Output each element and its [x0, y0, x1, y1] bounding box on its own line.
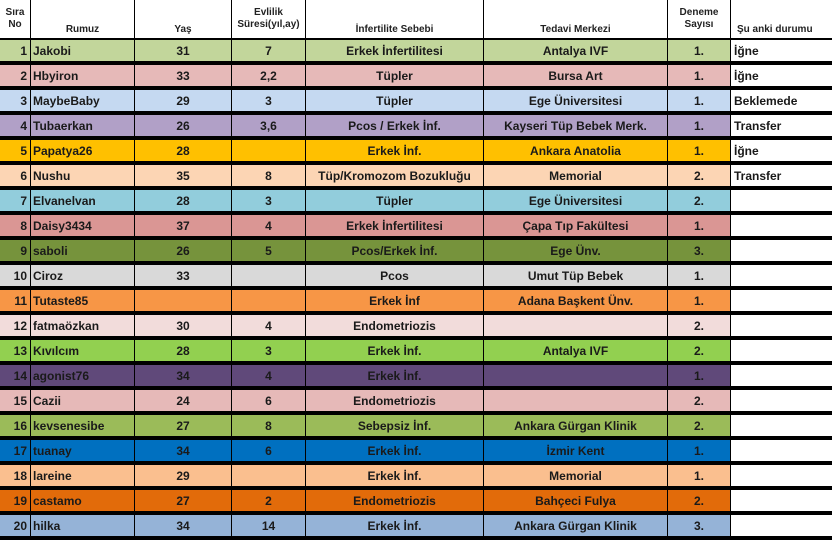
cell-nick: Daisy3434 — [31, 215, 134, 236]
cell-nick: castamo — [31, 490, 134, 511]
cell-state — [731, 190, 832, 211]
cell-center: Ankara Gürgan Klinik — [484, 415, 667, 436]
table-row — [0, 440, 832, 461]
cell-reason: Erkek İnf. — [306, 515, 483, 536]
cell-nick: Hbyiron — [31, 65, 134, 86]
table-row — [0, 215, 832, 236]
cell-reason: Pcos — [306, 265, 483, 286]
cell-age: 26 — [135, 240, 231, 261]
cell-age: 34 — [135, 365, 231, 386]
cell-center — [484, 315, 667, 336]
header-no — [0, 0, 30, 38]
cell-tries: 2. — [668, 490, 730, 511]
table-row — [0, 265, 832, 286]
cell-nick: saboli — [31, 240, 134, 261]
table-row — [0, 465, 832, 486]
cell-duration — [232, 265, 305, 286]
cell-center: Bahçeci Fulya — [484, 490, 667, 511]
cell-center: Ankara Gürgan Klinik — [484, 515, 667, 536]
cell-duration: 4 — [232, 215, 305, 236]
cell-no: 2 — [0, 65, 30, 86]
cell-tries: 2. — [668, 415, 730, 436]
cell-reason: Endometriozis — [306, 315, 483, 336]
cell-tries: 2. — [668, 390, 730, 411]
cell-duration: 4 — [232, 315, 305, 336]
cell-age: 24 — [135, 390, 231, 411]
table-row — [0, 365, 832, 386]
cell-duration: 2 — [232, 490, 305, 511]
header-center: Tedavi Merkezi — [484, 0, 667, 38]
cell-center: Bursa Art — [484, 65, 667, 86]
header-nick: Rumuz — [31, 0, 134, 38]
cell-state — [731, 315, 832, 336]
cell-center: Ankara Anatolia — [484, 140, 667, 161]
cell-duration: 8 — [232, 415, 305, 436]
cell-duration — [232, 140, 305, 161]
cell-center: Antalya IVF — [484, 40, 667, 61]
cell-age: 26 — [135, 115, 231, 136]
header-tries — [668, 0, 730, 38]
cell-center: Ege Ünv. — [484, 240, 667, 261]
cell-state — [731, 215, 832, 236]
cell-nick: Elvanelvan — [31, 190, 134, 211]
cell-nick: tuanay — [31, 440, 134, 461]
cell-duration: 5 — [232, 240, 305, 261]
cell-state: İğne — [731, 140, 832, 161]
cell-center: Adana Başkent Ünv. — [484, 290, 667, 311]
cell-age: 29 — [135, 90, 231, 111]
table-row — [0, 515, 832, 536]
header-tries-line1: Deneme — [679, 7, 719, 18]
cell-reason: Pcos/Erkek İnf. — [306, 240, 483, 261]
cell-reason: Pcos / Erkek İnf. — [306, 115, 483, 136]
cell-age: 31 — [135, 40, 231, 61]
cell-center: Çapa Tıp Fakültesi — [484, 215, 667, 236]
table-row — [0, 415, 832, 436]
table-row — [0, 65, 832, 86]
cell-center: Ege Üniversitesi — [484, 90, 667, 111]
header-state: Şu anki durumu — [731, 0, 832, 38]
header-row — [0, 0, 832, 38]
table-row — [0, 290, 832, 311]
cell-duration: 3 — [232, 190, 305, 211]
table-row — [0, 190, 832, 211]
header-age: Yaş — [135, 0, 231, 38]
cell-reason: Erkek İnf. — [306, 340, 483, 361]
cell-state — [731, 340, 832, 361]
cell-nick: Nushu — [31, 165, 134, 186]
cell-reason: Tüpler — [306, 190, 483, 211]
table-row — [0, 115, 832, 136]
cell-no: 14 — [0, 365, 30, 386]
cell-nick: hilka — [31, 515, 134, 536]
table-row — [0, 240, 832, 261]
cell-age: 27 — [135, 415, 231, 436]
cell-tries: 1. — [668, 365, 730, 386]
cell-age: 29 — [135, 465, 231, 486]
cell-tries: 3. — [668, 515, 730, 536]
cell-nick: Papatya26 — [31, 140, 134, 161]
cell-duration: 3 — [232, 340, 305, 361]
cell-no: 11 — [0, 290, 30, 311]
cell-reason: Sebepsiz İnf. — [306, 415, 483, 436]
header-no-line2: No — [8, 19, 22, 30]
cell-nick: agonist76 — [31, 365, 134, 386]
cell-reason: Tüpler — [306, 65, 483, 86]
cell-no: 6 — [0, 165, 30, 186]
cell-nick: Kıvılcım — [31, 340, 134, 361]
cell-nick: Tutaste85 — [31, 290, 134, 311]
table-row — [0, 390, 832, 411]
cell-reason: Endometriozis — [306, 490, 483, 511]
cell-no: 13 — [0, 340, 30, 361]
cell-age: 37 — [135, 215, 231, 236]
cell-tries: 3. — [668, 240, 730, 261]
cell-duration: 3,6 — [232, 115, 305, 136]
cell-nick: Cazii — [31, 390, 134, 411]
header-duration-line1: Evlilik — [254, 7, 283, 18]
cell-state — [731, 515, 832, 536]
cell-no: 1 — [0, 40, 30, 61]
header-no-line1: Sıra — [5, 7, 25, 18]
cell-tries: 2. — [668, 190, 730, 211]
cell-center: Ege Üniversitesi — [484, 190, 667, 211]
cell-center: İzmir Kent — [484, 440, 667, 461]
cell-no: 9 — [0, 240, 30, 261]
cell-age: 35 — [135, 165, 231, 186]
cell-tries: 1. — [668, 140, 730, 161]
header-duration — [232, 0, 305, 38]
cell-state — [731, 490, 832, 511]
cell-duration — [232, 290, 305, 311]
cell-age: 30 — [135, 315, 231, 336]
cell-tries: 2. — [668, 315, 730, 336]
cell-no: 18 — [0, 465, 30, 486]
cell-nick: Ciroz — [31, 265, 134, 286]
cell-center: Kayseri Tüp Bebek Merk. — [484, 115, 667, 136]
cell-center: Memorial — [484, 165, 667, 186]
cell-center: Memorial — [484, 465, 667, 486]
cell-tries: 1. — [668, 265, 730, 286]
cell-reason: Erkek İnf. — [306, 140, 483, 161]
cell-no: 10 — [0, 265, 30, 286]
cell-tries: 1. — [668, 440, 730, 461]
cell-state — [731, 440, 832, 461]
cell-reason: Erkek İnf. — [306, 365, 483, 386]
cell-no: 19 — [0, 490, 30, 511]
table-row — [0, 315, 832, 336]
cell-age: 34 — [135, 440, 231, 461]
cell-state — [731, 415, 832, 436]
cell-reason: Erkek İnf. — [306, 465, 483, 486]
cell-tries: 2. — [668, 165, 730, 186]
cell-duration: 7 — [232, 40, 305, 61]
cell-tries: 1. — [668, 215, 730, 236]
header-reason: İnfertilite Sebebi — [306, 0, 483, 38]
cell-no: 4 — [0, 115, 30, 136]
table-row — [0, 165, 832, 186]
cell-reason: Erkek İnf — [306, 290, 483, 311]
cell-duration: 8 — [232, 165, 305, 186]
cell-center — [484, 390, 667, 411]
header-duration-line2: Süresi(yıl,ay) — [237, 19, 300, 30]
cell-duration: 6 — [232, 390, 305, 411]
cell-state — [731, 240, 832, 261]
cell-state: Transfer — [731, 165, 832, 186]
cell-age: 33 — [135, 265, 231, 286]
cell-tries: 1. — [668, 290, 730, 311]
cell-no: 3 — [0, 90, 30, 111]
cell-no: 16 — [0, 415, 30, 436]
cell-state — [731, 365, 832, 386]
table-row — [0, 140, 832, 161]
cell-state: İğne — [731, 65, 832, 86]
cell-reason: Erkek İnfertilitesi — [306, 215, 483, 236]
cell-tries: 2. — [668, 340, 730, 361]
cell-nick: Tubaerkan — [31, 115, 134, 136]
cell-center — [484, 365, 667, 386]
cell-nick: MaybeBaby — [31, 90, 134, 111]
table-row — [0, 40, 832, 61]
table-row — [0, 340, 832, 361]
cell-no: 8 — [0, 215, 30, 236]
cell-center: Umut Tüp Bebek — [484, 265, 667, 286]
cell-no: 5 — [0, 140, 30, 161]
cell-age: 34 — [135, 515, 231, 536]
cell-duration: 3 — [232, 90, 305, 111]
table-row — [0, 490, 832, 511]
cell-duration: 2,2 — [232, 65, 305, 86]
cell-reason: Erkek İnf. — [306, 440, 483, 461]
cell-tries: 1. — [668, 65, 730, 86]
cell-duration: 4 — [232, 365, 305, 386]
cell-reason: Tüpler — [306, 90, 483, 111]
cell-tries: 1. — [668, 90, 730, 111]
cell-age: 33 — [135, 65, 231, 86]
cell-age: 27 — [135, 490, 231, 511]
cell-duration: 14 — [232, 515, 305, 536]
cell-age: 28 — [135, 340, 231, 361]
cell-nick: kevsenesibe — [31, 415, 134, 436]
cell-tries: 1. — [668, 40, 730, 61]
cell-no: 15 — [0, 390, 30, 411]
table-row — [0, 90, 832, 111]
cell-reason: Endometriozis — [306, 390, 483, 411]
cell-reason: Erkek İnfertilitesi — [306, 40, 483, 61]
cell-state: Beklemede — [731, 90, 832, 111]
cell-state — [731, 290, 832, 311]
cell-state — [731, 265, 832, 286]
header-tries-line2: Sayısı — [684, 19, 714, 30]
cell-nick: Jakobi — [31, 40, 134, 61]
cell-tries: 1. — [668, 115, 730, 136]
cell-age: 28 — [135, 190, 231, 211]
cell-no: 17 — [0, 440, 30, 461]
cell-tries: 1. — [668, 465, 730, 486]
cell-state: İğne — [731, 40, 832, 61]
cell-state: Transfer — [731, 115, 832, 136]
cell-nick: fatmaözkan — [31, 315, 134, 336]
cell-reason: Tüp/Kromozom Bozukluğu — [306, 165, 483, 186]
cell-duration — [232, 465, 305, 486]
cell-state — [731, 390, 832, 411]
cell-no: 20 — [0, 515, 30, 536]
cell-duration: 6 — [232, 440, 305, 461]
cell-no: 12 — [0, 315, 30, 336]
cell-nick: lareine — [31, 465, 134, 486]
cell-age — [135, 290, 231, 311]
cell-state — [731, 465, 832, 486]
cell-no: 7 — [0, 190, 30, 211]
cell-center: Antalya IVF — [484, 340, 667, 361]
cell-age: 28 — [135, 140, 231, 161]
